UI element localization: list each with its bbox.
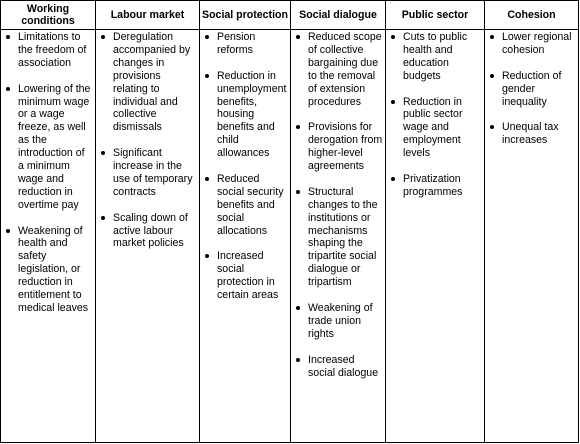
list-item xyxy=(1,31,95,70)
bullet-icon xyxy=(296,306,300,310)
list-item xyxy=(96,212,199,251)
list-item xyxy=(291,121,385,173)
bullet-icon xyxy=(391,35,395,39)
header-public-sector: Public sector xyxy=(386,1,485,30)
cell-social-dialogue xyxy=(291,30,386,443)
bullet-icon xyxy=(296,190,300,194)
bullet-icon xyxy=(490,125,494,129)
cell-cohesion xyxy=(485,30,579,443)
bullet-icon xyxy=(296,35,300,39)
bullet-icon xyxy=(205,74,209,78)
bullet-icon xyxy=(205,177,209,181)
list-item xyxy=(96,147,199,199)
header-cohesion: Cohesion xyxy=(485,1,579,30)
list-item xyxy=(1,83,95,212)
item-text: Significant increase in the use of temporary contracts xyxy=(113,147,193,198)
list-item xyxy=(291,354,385,380)
header-social-protection: Social protection xyxy=(200,1,291,30)
bullet-icon xyxy=(205,35,209,39)
header-row xyxy=(1,1,579,30)
cell-social-protection xyxy=(200,30,291,443)
item-text: Pension reforms xyxy=(217,31,256,56)
item-text: Increased social protection in certain areas xyxy=(217,250,279,302)
item-text: Deregulation accompanied by changes in provisions relating to individual and collective dismissals xyxy=(113,31,191,134)
item-text: Provisions for derogation from higher-level agreements xyxy=(308,121,383,173)
cell-labour-market xyxy=(96,30,200,443)
list-social-protection xyxy=(200,31,290,302)
item-text: Weakening of trade union rights xyxy=(308,301,373,340)
item-text: Reduced social security benefits and social allocations xyxy=(217,172,284,237)
list-item xyxy=(485,70,578,109)
list-working-conditions xyxy=(1,31,95,315)
item-text: Reduction in unemployment benefits, housing benefits and child allowances xyxy=(217,69,287,160)
item-text: Increased social dialogue xyxy=(308,353,379,379)
header-working-conditions: Working conditions xyxy=(1,1,96,30)
list-item xyxy=(200,173,290,238)
list-item xyxy=(1,225,95,315)
list-item xyxy=(291,302,385,341)
list-item xyxy=(200,70,290,160)
bullet-icon xyxy=(296,358,300,362)
bullet-icon xyxy=(391,177,395,181)
list-item xyxy=(96,31,199,134)
bullet-icon xyxy=(101,216,105,220)
item-text: Reduced scope of collective bargaining due to the removal of extension procedures xyxy=(308,31,382,108)
list-item xyxy=(386,96,484,161)
bullet-icon xyxy=(205,254,209,258)
item-text: Weakening of health and safety legislation, or reduction in entitlement to medical leaves xyxy=(18,224,89,314)
list-labour-market xyxy=(96,31,199,250)
item-text: Reduction in public sector wage and employment levels xyxy=(403,95,463,160)
bullet-icon xyxy=(101,151,105,155)
bullet-icon xyxy=(101,35,105,39)
cell-working-conditions xyxy=(1,30,96,443)
item-text: Lower regional cohesion xyxy=(502,31,572,56)
list-item xyxy=(386,173,484,199)
list-public-sector xyxy=(386,31,484,199)
bullet-icon xyxy=(490,74,494,78)
item-text: Unequal tax increases xyxy=(502,121,559,147)
list-item xyxy=(485,121,578,147)
list-item xyxy=(200,31,290,57)
item-text: Limitations to the freedom of association xyxy=(18,31,87,69)
item-text: Reduction of gender inequality xyxy=(502,69,562,108)
content-row xyxy=(1,30,579,443)
bullet-icon xyxy=(490,35,494,39)
item-text: Structural changes to the institutions or mechanisms shaping the tripartite social dialogue or tripartism xyxy=(308,185,378,289)
list-item xyxy=(485,31,578,57)
bullet-icon xyxy=(296,125,300,129)
bullet-icon xyxy=(6,87,10,91)
list-item xyxy=(386,31,484,83)
bullet-icon xyxy=(6,35,10,39)
header-social-dialogue: Social dialogue xyxy=(291,1,386,30)
list-item xyxy=(291,31,385,108)
list-item xyxy=(200,250,290,302)
header-labour-market: Labour market xyxy=(96,1,200,30)
bullet-icon xyxy=(391,100,395,104)
item-text: Lowering of the minimum wage or a wage freeze, as well as the introduction of a minimum wage and reduction in overtime pay xyxy=(18,82,91,211)
item-text: Cuts to public health and education budgets xyxy=(403,31,468,82)
item-text: Privatization programmes xyxy=(403,172,463,198)
list-item xyxy=(291,186,385,289)
cell-public-sector xyxy=(386,30,485,443)
item-text: Scaling down of active labour market policies xyxy=(113,211,188,250)
list-social-dialogue xyxy=(291,31,385,379)
list-cohesion xyxy=(485,31,578,147)
bullet-icon xyxy=(6,229,10,233)
